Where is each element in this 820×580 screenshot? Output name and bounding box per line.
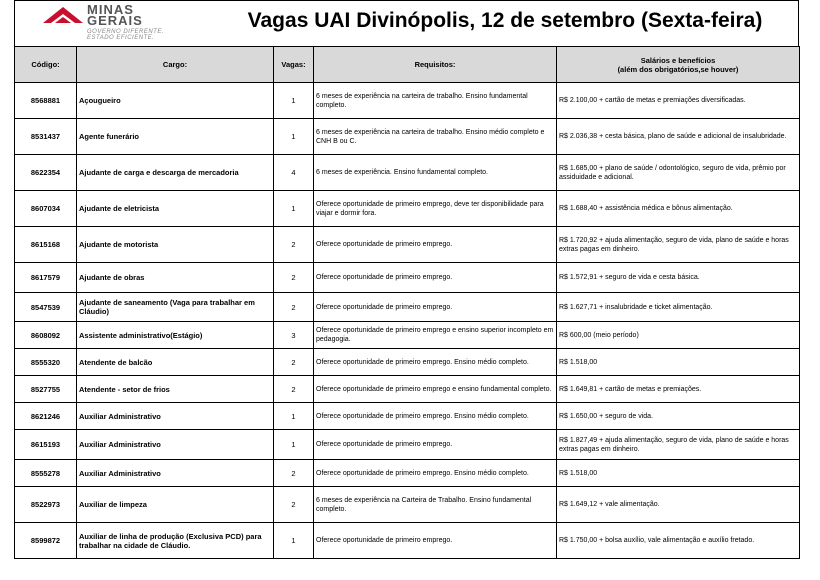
minas-gerais-logo	[43, 2, 193, 43]
job-title: Atendente - setor de frios	[77, 376, 274, 403]
table-row	[15, 322, 800, 349]
job-code: 8568881	[15, 83, 77, 119]
logo-line2: GERAIS	[87, 13, 143, 28]
job-requirements: 6 meses de experiência na carteira de trabalho. Ensino fundamental completo.	[314, 83, 557, 119]
job-requirements: Oferece oportunidade de primeiro emprego.	[314, 263, 557, 293]
job-requirements: Oferece oportunidade de primeiro emprego.	[314, 293, 557, 322]
logo-tagline-1: GOVERNO DIFERENTE.	[87, 29, 165, 35]
job-title: Ajudante de obras	[77, 263, 274, 293]
job-requirements: 6 meses de experiência na Carteira de Trabalho. Ensino fundamental completo.	[314, 487, 557, 523]
job-openings: 1	[274, 523, 314, 559]
job-title: Auxiliar de limpeza	[77, 487, 274, 523]
table-row	[15, 155, 800, 191]
job-code: 8607034	[15, 191, 77, 227]
page-header	[14, 0, 799, 46]
job-salary: R$ 1.688,40 + assistência médica e bônus alimentação.	[557, 191, 800, 227]
header-salarios-line1: Salários e benefícios	[640, 55, 716, 65]
job-requirements: Oferece oportunidade de primeiro emprego.	[314, 227, 557, 263]
job-openings: 1	[274, 191, 314, 227]
job-requirements: Oferece oportunidade de primeiro emprego e ensino superior incompleto em pedagogia.	[314, 322, 557, 349]
job-salary: R$ 1.518,00	[557, 460, 800, 487]
job-salary: R$ 2.100,00 + cartão de metas e premiações diversificadas.	[557, 83, 800, 119]
job-openings: 1	[274, 119, 314, 155]
logo-tagline-2: ESTADO EFICIENTE.	[87, 35, 155, 41]
job-code: 8615168	[15, 227, 77, 263]
job-title: Ajudante de eletricista	[77, 191, 274, 227]
table-row	[15, 403, 800, 430]
job-requirements: Oferece oportunidade de primeiro emprego. Ensino médio completo.	[314, 403, 557, 430]
job-salary: R$ 1.720,92 + ajuda alimentação, seguro de vida, plano de saúde e horas extras pagas em dinheiro.	[557, 227, 800, 263]
job-salary: R$ 1.518,00	[557, 349, 800, 376]
job-requirements: Oferece oportunidade de primeiro emprego e ensino fundamental completo.	[314, 376, 557, 403]
job-salary: R$ 1.750,00 + bolsa auxílio, vale alimentação e auxílio fretado.	[557, 523, 800, 559]
table-row	[15, 349, 800, 376]
job-title: Ajudante de saneamento (Vaga para trabalhar em Cláudio)	[77, 293, 274, 322]
job-openings: 2	[274, 460, 314, 487]
job-code: 8522973	[15, 487, 77, 523]
table-row	[15, 376, 800, 403]
job-openings: 1	[274, 403, 314, 430]
job-openings: 2	[274, 376, 314, 403]
job-openings: 2	[274, 227, 314, 263]
job-title: Auxiliar Administrativo	[77, 460, 274, 487]
job-code: 8621246	[15, 403, 77, 430]
job-code: 8608092	[15, 322, 77, 349]
job-requirements: Oferece oportunidade de primeiro emprego. Ensino médio completo.	[314, 460, 557, 487]
job-salary: R$ 1.685,00 + plano de saúde / odontológico, seguro de vida, prêmio por assiduidade e adicional.	[557, 155, 800, 191]
job-title: Atendente de balcão	[77, 349, 274, 376]
job-requirements: 6 meses de experiência. Ensino fundamental completo.	[314, 155, 557, 191]
job-salary: R$ 2.036,38 + cesta básica, plano de saúde e adicional de insalubridade.	[557, 119, 800, 155]
table-row	[15, 83, 800, 119]
job-salary: R$ 600,00 (meio período)	[557, 322, 800, 349]
job-salary: R$ 1.650,00 + seguro de vida.	[557, 403, 800, 430]
table-row	[15, 430, 800, 460]
job-code: 8547539	[15, 293, 77, 322]
job-code: 8555278	[15, 460, 77, 487]
job-code: 8527755	[15, 376, 77, 403]
logo-tagline	[87, 29, 164, 41]
job-openings: 4	[274, 155, 314, 191]
job-title: Ajudante de motorista	[77, 227, 274, 263]
job-code: 8555320	[15, 349, 77, 376]
job-salary: R$ 1.827,49 + ajuda alimentação, seguro de vida, plano de saúde e horas extras pagas em dinheiro.	[557, 430, 800, 460]
header-code: Código:	[15, 47, 77, 83]
table-row	[15, 119, 800, 155]
page-title: Vagas UAI Divinópolis, 12 de setembro (Sexta-feira)	[247, 9, 763, 32]
job-code: 8615193	[15, 430, 77, 460]
vacancies-table	[14, 46, 800, 559]
job-code: 8622354	[15, 155, 77, 191]
header-salarios-line2: (além dos obrigatórios,se houver)	[617, 64, 739, 74]
header-salarios	[557, 47, 800, 83]
job-openings: 1	[274, 430, 314, 460]
table-row	[15, 227, 800, 263]
job-openings: 2	[274, 487, 314, 523]
job-requirements: Oferece oportunidade de primeiro emprego, deve ter disponibilidade para viajar e dormir fora.	[314, 191, 557, 227]
job-code: 8617579	[15, 263, 77, 293]
table-row	[15, 191, 800, 227]
table-row	[15, 293, 800, 322]
job-title: Ajudante de carga e descarga de mercadoria	[77, 155, 274, 191]
job-requirements: Oferece oportunidade de primeiro emprego. Ensino médio completo.	[314, 349, 557, 376]
job-title: Assistente administrativo(Estágio)	[77, 322, 274, 349]
job-openings: 2	[274, 263, 314, 293]
job-openings: 2	[274, 349, 314, 376]
job-title: Auxiliar Administrativo	[77, 430, 274, 460]
logo-line1: MINAS	[87, 2, 134, 17]
job-salary: R$ 1.572,91 + seguro de vida e cesta básica.	[557, 263, 800, 293]
job-requirements: Oferece oportunidade de primeiro emprego.	[314, 430, 557, 460]
job-code: 8531437	[15, 119, 77, 155]
table-row	[15, 523, 800, 559]
header-vagas: Vagas:	[274, 47, 314, 83]
logo-wordmark	[87, 4, 143, 26]
job-title: Auxiliar Administrativo	[77, 403, 274, 430]
minas-gerais-logo-mark-icon	[43, 5, 83, 27]
job-title: Açougueiro	[77, 83, 274, 119]
job-title: Auxiliar de linha de produção (Exclusiva PCD) para trabalhar na cidade de Cláudio.	[77, 523, 274, 559]
header-requisitos: Requisitos:	[314, 47, 557, 83]
job-openings: 2	[274, 293, 314, 322]
header-cargo: Cargo:	[77, 47, 274, 83]
job-title: Agente funerário	[77, 119, 274, 155]
job-salary: R$ 1.627,71 + insalubridade e ticket alimentação.	[557, 293, 800, 322]
job-openings: 3	[274, 322, 314, 349]
job-requirements: 6 meses de experiência na carteira de trabalho. Ensino médio completo e CNH B ou C.	[314, 119, 557, 155]
job-code: 8599872	[15, 523, 77, 559]
table-row	[15, 460, 800, 487]
table-row	[15, 263, 800, 293]
job-openings: 1	[274, 83, 314, 119]
job-salary: R$ 1.649,12 + vale alimentação.	[557, 487, 800, 523]
table-row	[15, 487, 800, 523]
job-requirements: Oferece oportunidade de primeiro emprego.	[314, 523, 557, 559]
table-header-row	[15, 47, 800, 83]
job-salary: R$ 1.649,81 + cartão de metas e premiações.	[557, 376, 800, 403]
